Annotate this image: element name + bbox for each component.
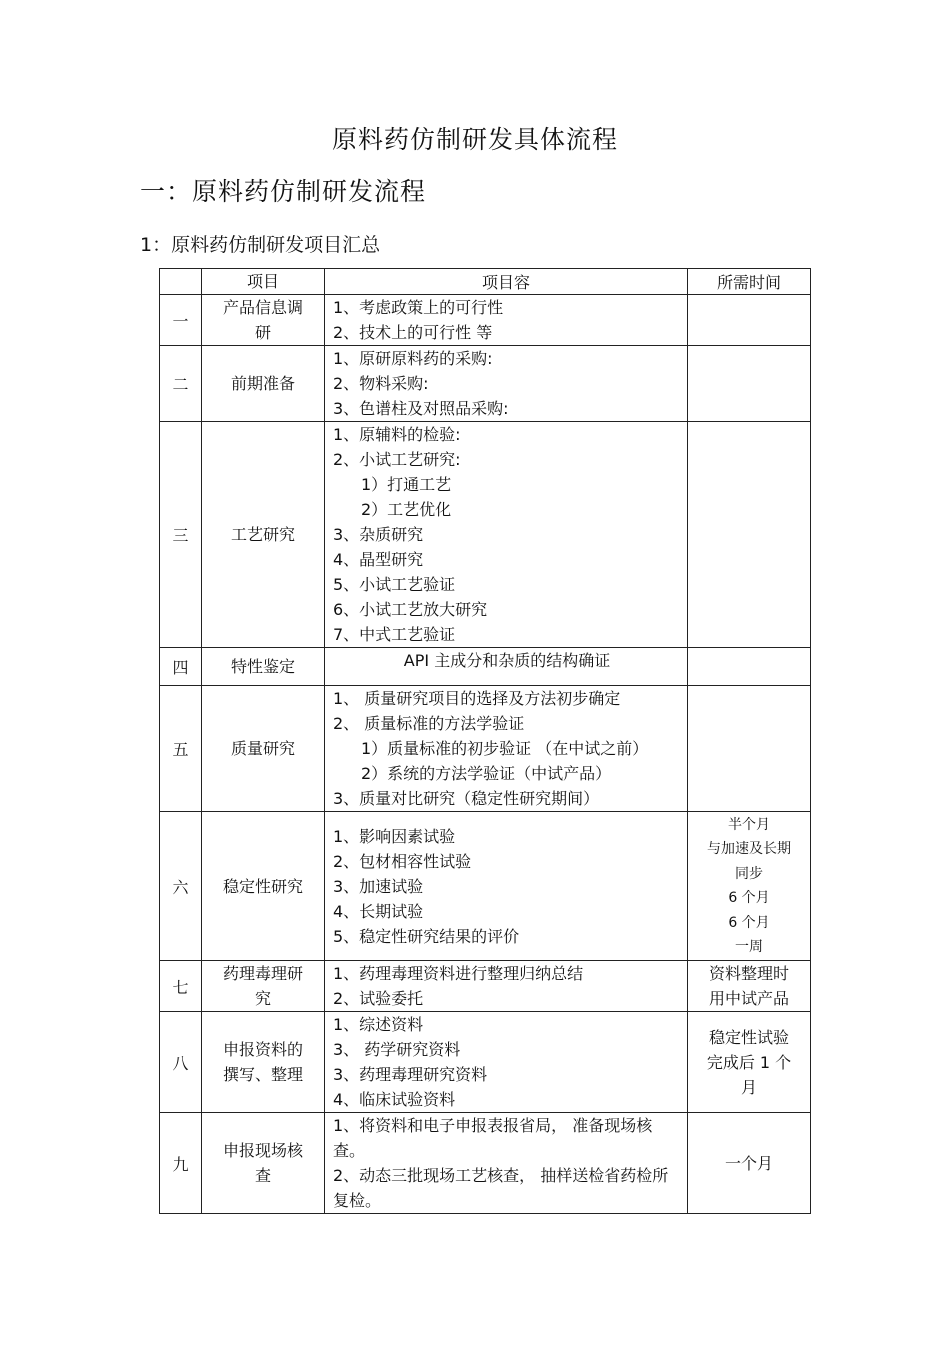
table-row — [160, 422, 811, 648]
row-content — [325, 422, 688, 648]
row-item — [202, 961, 325, 1012]
row-content — [325, 961, 688, 1012]
item-line: 质量研究 — [230, 739, 295, 758]
content-line: 6、小试工艺放大研究 — [333, 600, 488, 619]
section-heading: 一：原料药仿制研发流程 — [140, 177, 427, 206]
content-line: 5、小试工艺验证 — [333, 575, 456, 594]
time-line: 6 个月 — [728, 890, 770, 906]
time-line: 完成后 1 个 — [706, 1052, 792, 1072]
content-line: 1、将资料和电子申报表报省局， 准备现场核查。 — [333, 1116, 653, 1160]
table-row — [160, 686, 811, 812]
row-item — [202, 686, 325, 812]
time-line: 与加速及长期 — [707, 841, 791, 857]
item-line: 究 — [254, 989, 271, 1008]
content-subline: 2）工艺优化 — [361, 500, 452, 519]
content-line: 2、小试工艺研究: — [333, 450, 461, 469]
item-line: 工艺研究 — [230, 525, 295, 544]
time-line: 一个月 — [724, 1153, 773, 1173]
content-line: 3、加速试验 — [333, 876, 424, 896]
row-content — [325, 295, 688, 346]
item-line: 稳定性研究 — [222, 876, 303, 896]
table-row — [160, 295, 811, 346]
content-line: 1、综述资料 — [333, 1015, 424, 1034]
table-row — [160, 1113, 811, 1214]
content-subline: 2）系统的方法学验证（中试产品） — [361, 764, 612, 783]
row-index: 一 — [160, 295, 202, 346]
time-line: 稳定性试验 — [708, 1027, 789, 1047]
content-line: 1、影响因素试验 — [333, 826, 456, 846]
item-line: 产品信息调 — [222, 298, 303, 317]
row-content — [325, 1113, 688, 1214]
content-subline: 1）打通工艺 — [361, 475, 452, 494]
content-line: 5、稳定性研究结果的评价 — [333, 926, 520, 946]
content-line: 2、技术上的可行性 等 — [333, 323, 493, 342]
header-content: 项目容 — [325, 269, 688, 295]
time-line: 6 个月 — [728, 914, 770, 931]
time-line: 月 — [740, 1077, 757, 1097]
table-row — [160, 1012, 811, 1113]
row-time — [688, 422, 811, 648]
subsection-heading: 1：原料药仿制研发项目汇总 — [140, 234, 381, 256]
row-index: 七 — [160, 961, 202, 1012]
row-item — [202, 812, 325, 961]
table-row — [160, 812, 811, 961]
item-line: 申报现场核 — [222, 1141, 303, 1160]
time-line: 资料整理时 — [708, 964, 789, 983]
content-line: 2、动态三批现场工艺核查， 抽样送检省药检所复检。 — [333, 1166, 669, 1210]
row-content — [325, 686, 688, 812]
row-content — [325, 346, 688, 422]
row-time — [688, 686, 811, 812]
content-line: 7、中式工艺验证 — [333, 625, 456, 644]
row-time — [688, 1113, 811, 1214]
content-line: 3、 药学研究资料 — [333, 1040, 461, 1059]
item-line: 撰写、整理 — [222, 1065, 303, 1084]
content-line: 1、原辅料的检验: — [333, 425, 461, 444]
row-index: 九 — [160, 1113, 202, 1214]
row-content — [325, 1012, 688, 1113]
row-item — [202, 1113, 325, 1214]
content-line: 3、质量对比研究（稳定性研究期间） — [333, 789, 600, 808]
row-index: 六 — [160, 812, 202, 961]
time-line: 用中试产品 — [708, 989, 789, 1008]
content-line: 4、晶型研究 — [333, 550, 424, 569]
row-index: 四 — [160, 648, 202, 686]
content-line: 1、药理毒理资料进行整理归纳总结 — [333, 964, 584, 983]
content-line: 2、试验委托 — [333, 989, 424, 1008]
row-time — [688, 295, 811, 346]
content-line: 2、包材相容性试验 — [333, 851, 472, 871]
row-content — [325, 812, 688, 961]
row-time — [688, 1012, 811, 1113]
table-row — [160, 346, 811, 422]
item-line: 查 — [254, 1166, 271, 1185]
row-index: 五 — [160, 686, 202, 812]
project-summary-table — [159, 268, 811, 1214]
item-line: 药理毒理研 — [222, 964, 303, 983]
row-time — [688, 961, 811, 1012]
row-index: 二 — [160, 346, 202, 422]
content-subline: 1）质量标准的初步验证 （在中试之前） — [361, 739, 649, 758]
content-line: 3、药理毒理研究资料 — [333, 1065, 488, 1084]
content-line: 4、长期试验 — [333, 901, 424, 921]
content-line: API 主成分和杂质的结构确证 — [403, 651, 611, 670]
content-line: 4、临床试验资料 — [333, 1090, 456, 1109]
table-header-row — [160, 269, 811, 295]
document-title: 原料药仿制研发具体流程 — [331, 125, 618, 154]
row-time — [688, 346, 811, 422]
row-item — [202, 346, 325, 422]
content-line: 3、色谱柱及对照品采购: — [333, 399, 509, 418]
table-row — [160, 648, 811, 686]
content-line: 3、杂质研究 — [333, 525, 424, 544]
row-item — [202, 1012, 325, 1113]
row-item — [202, 422, 325, 648]
content-line: 2、 质量标准的方法学验证 — [333, 714, 525, 733]
time-line: 一周 — [735, 939, 763, 955]
item-line: 研 — [254, 323, 271, 342]
row-time — [688, 648, 811, 686]
header-item: 项目 — [202, 269, 325, 295]
content-line: 1、原研原料药的采购: — [333, 349, 493, 368]
item-line: 前期准备 — [230, 374, 295, 393]
row-content — [325, 648, 688, 686]
content-line: 2、物料采购: — [333, 374, 429, 393]
row-time — [688, 812, 811, 961]
table-row — [160, 961, 811, 1012]
time-line: 同步 — [735, 865, 763, 882]
row-index: 八 — [160, 1012, 202, 1113]
header-index — [160, 269, 202, 295]
item-line: 申报资料的 — [222, 1040, 303, 1059]
row-item — [202, 295, 325, 346]
row-index: 三 — [160, 422, 202, 648]
time-line: 半个月 — [728, 816, 770, 833]
content-line: 1、 质量研究项目的选择及方法初步确定 — [333, 689, 621, 708]
content-line: 1、考虑政策上的可行性 — [333, 298, 504, 317]
row-item — [202, 648, 325, 686]
item-line: 特性鉴定 — [230, 657, 295, 676]
header-time: 所需时间 — [688, 269, 811, 295]
